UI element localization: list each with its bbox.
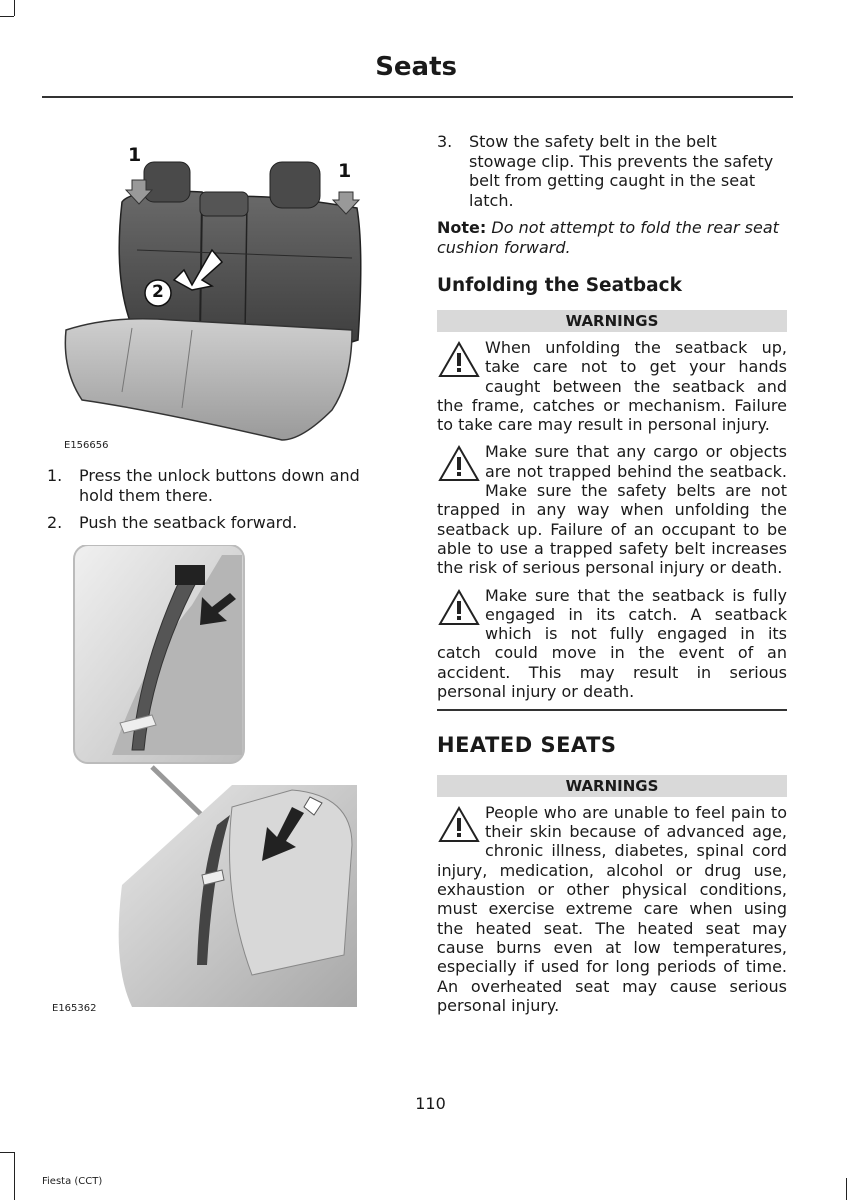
page-title: Seats — [375, 52, 457, 82]
warning-triangle-icon — [437, 444, 481, 484]
section-heading-unfolding: Unfolding the Seatback — [437, 275, 682, 296]
warning-item — [437, 442, 787, 577]
warning-text: People who are unable to feel pain to their skin because of advanced age, chronic illness, diabetes, spinal cord injury, medication, alcohol or drug use, exhaustion or other physical conditions, must exercise extreme care when using the heated seat. The heated seat may cause burns even at low temperatures, especially if used for long periods of time. An overheated seat may cause serious personal injury. — [437, 802, 787, 1015]
page-number: 110 — [415, 1094, 446, 1113]
step-text: Press the unlock buttons down and hold them there. — [79, 466, 360, 505]
warning-text: Make sure that any cargo or objects are not trapped behind the seatback. Make sure the safety belts are not trapped in any way when unfolding the seatback up. Failure of an occupant to be able to use a trapped safety belt increases the risk of serious personal injury or death. — [437, 442, 787, 578]
belt-clip-figure — [52, 545, 382, 1015]
crop-mark — [846, 1178, 847, 1200]
right-column — [437, 132, 787, 1023]
warning-triangle-icon — [437, 340, 481, 380]
step-number: 1. — [47, 466, 63, 485]
note-label: Note: — [437, 218, 487, 237]
note-text: Do not attempt to fold the rear seat cushion forward. — [437, 218, 779, 257]
note — [437, 218, 787, 257]
warnings-bar: WARNINGS — [437, 310, 787, 332]
footer-model: Fiesta (CCT) — [42, 1176, 103, 1187]
warning-item — [437, 338, 787, 434]
callout-1-right: 1 — [338, 160, 352, 182]
step-number: 2. — [47, 513, 63, 532]
warning-item — [437, 803, 787, 1015]
section-heading-heated-seats: HEATED SEATS — [437, 732, 617, 757]
rear-seat-figure — [52, 140, 382, 455]
figure-code: E165362 — [52, 1003, 97, 1014]
crop-mark — [0, 16, 14, 17]
step-3 — [437, 132, 787, 210]
crop-mark — [0, 1152, 14, 1153]
callout-1-left: 1 — [128, 144, 142, 166]
step-1 — [47, 466, 383, 505]
step-text: Stow the safety belt in the belt stowage clip. This prevents the safety belt from getting caught in the seat latch. — [469, 132, 774, 210]
warning-triangle-icon — [437, 588, 481, 628]
warning-text: Make sure that the seatback is fully engaged in its catch. A seatback which is not fully engaged in its catch could move in the event of an accident. This may result in serious personal injury or death. — [437, 585, 787, 702]
callout-2: 2 — [152, 282, 164, 302]
header-divider — [42, 96, 793, 98]
step-2 — [47, 513, 383, 533]
warning-item — [437, 586, 787, 702]
warning-triangle-icon — [437, 805, 481, 845]
step-text: Push the seatback forward. — [79, 513, 298, 532]
step-number: 3. — [437, 132, 453, 151]
left-steps — [47, 466, 383, 541]
figure-code: E156656 — [64, 440, 109, 451]
section-divider — [437, 709, 787, 711]
crop-mark — [14, 1152, 15, 1200]
warning-text: When unfolding the seatback up, take care not to get your hands caught between the seatback and the frame, catches or mechanism. Failure to take care may result in personal injury. — [437, 338, 787, 435]
warnings-bar: WARNINGS — [437, 775, 787, 797]
crop-mark — [14, 0, 15, 16]
